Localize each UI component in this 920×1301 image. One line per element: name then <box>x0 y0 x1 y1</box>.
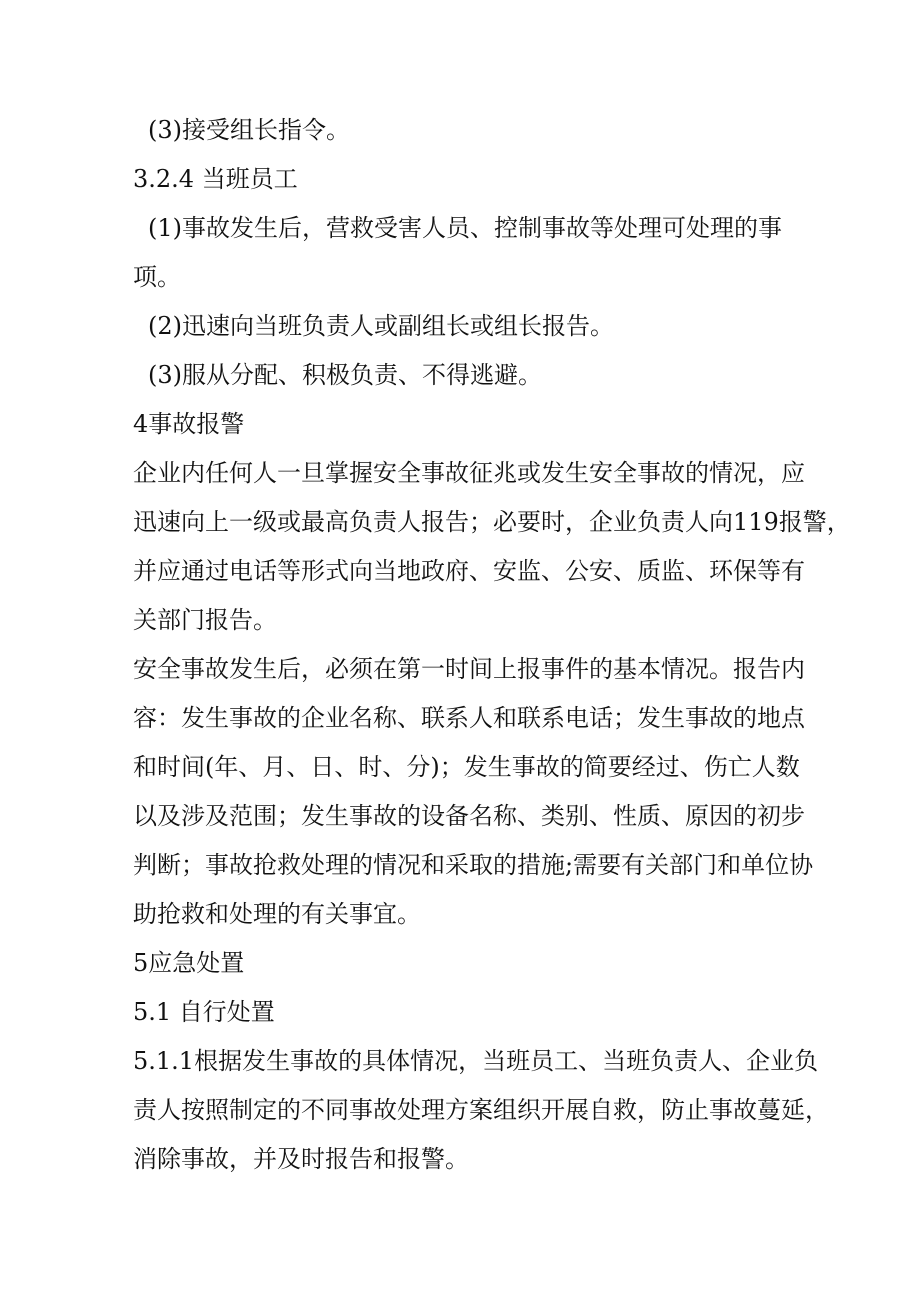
paragraph-line: 容：发生事故的企业名称、联系人和联系电话；发生事故的地点 <box>133 704 805 732</box>
paragraph-line: 安全事故发生后，必须在第一时间上报事件的基本情况。报告内 <box>133 655 805 683</box>
list-item: (2)迅速向当班负责人或副组长或组长报告。 <box>148 312 614 340</box>
list-item: (3)接受组长指令。 <box>148 116 350 144</box>
paragraph-line: 助抢救和处理的有关事宜。 <box>133 900 421 928</box>
paragraph-line: 迅速向上一级或最高负责人报告；必要时，企业负责人向119报警， <box>133 508 851 536</box>
paragraph-line: 责人按照制定的不同事故处理方案组织开展自救，防止事故蔓延， <box>133 1096 829 1124</box>
paragraph-line: 企业内任何人一旦掌握安全事故征兆或发生安全事故的情况，应 <box>133 459 805 487</box>
section-heading: 5.1 自行处置 <box>133 998 275 1026</box>
paragraph-line: 关部门报告。 <box>133 606 277 634</box>
paragraph-line: 5.1.1根据发生事故的具体情况，当班员工、当班负责人、企业负 <box>133 1047 819 1075</box>
paragraph-line: 判断；事故抢救处理的情况和采取的措施;需要有关部门和单位协 <box>133 851 814 879</box>
list-item: (3)服从分配、积极负责、不得逃避。 <box>148 361 542 389</box>
section-heading: 5应急处置 <box>133 949 245 977</box>
paragraph-line: 和时间(年、月、日、时、分)；发生事故的简要经过、伤亡人数 <box>133 753 800 781</box>
paragraph-line: 并应通过电话等形式向当地政府、安监、公安、质监、环保等有 <box>133 557 805 585</box>
paragraph-line: 项。 <box>133 263 181 291</box>
section-heading: 4事故报警 <box>133 410 245 438</box>
paragraph-line: 以及涉及范围；发生事故的设备名称、类别、性质、原因的初步 <box>133 802 805 830</box>
list-item: (1)事故发生后，营救受害人员、控制事故等处理可处理的事 <box>148 214 782 242</box>
paragraph-line: 消除事故，并及时报告和报警。 <box>133 1145 469 1173</box>
section-heading: 3.2.4 当班员工 <box>133 165 298 193</box>
